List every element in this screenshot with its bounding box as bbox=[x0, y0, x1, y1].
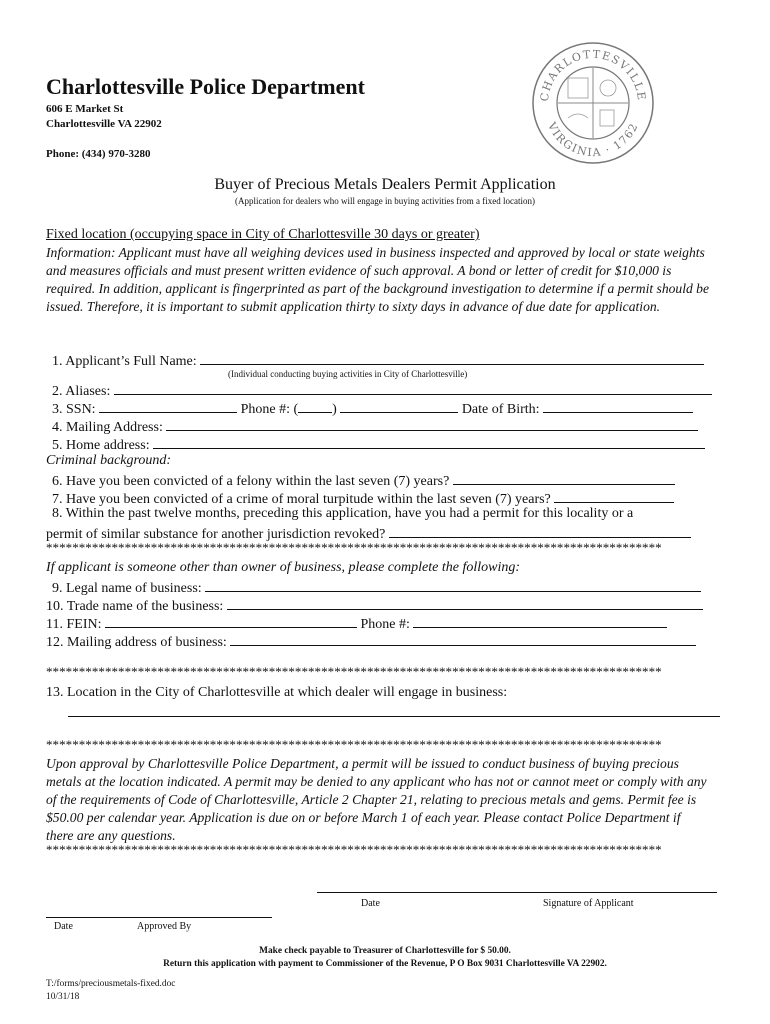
legal-name-label: 9. Legal name of business: bbox=[52, 581, 202, 596]
aliases-row bbox=[52, 380, 712, 400]
ssn-field[interactable] bbox=[99, 398, 237, 413]
applicant-signature-line[interactable] bbox=[317, 892, 717, 893]
legal-name-row bbox=[52, 577, 701, 597]
moral-turpitude-answer-field[interactable] bbox=[554, 488, 674, 503]
home-address-row bbox=[52, 434, 705, 454]
legal-name-field[interactable] bbox=[205, 577, 701, 592]
business-mailing-field[interactable] bbox=[230, 631, 696, 646]
business-phone-label: Phone #: bbox=[360, 617, 410, 632]
separator-2: ********************************************************************************************** bbox=[46, 664, 662, 679]
file-path: T:/forms/preciousmetals-fixed.doc bbox=[46, 979, 176, 989]
business-section-heading: If applicant is someone other than owner of business, please complete the following: bbox=[46, 560, 520, 575]
trade-name-field[interactable] bbox=[227, 595, 703, 610]
approval-signature-line[interactable] bbox=[46, 917, 272, 918]
phone-area-code-field[interactable] bbox=[298, 398, 332, 413]
city-seal-icon bbox=[530, 40, 656, 166]
permit-revoked-question-line1: 8. Within the past twelve months, preceding this application, have you had a permit for this locality or a bbox=[52, 506, 634, 521]
street-address: 606 E Market St bbox=[46, 103, 124, 115]
phone-number-field[interactable] bbox=[340, 398, 458, 413]
mailing-address-label: 4. Mailing Address: bbox=[52, 420, 163, 435]
separator-3: ********************************************************************************************** bbox=[46, 737, 662, 752]
separator-4: ********************************************************************************************** bbox=[46, 842, 662, 857]
revision-date: 10/31/18 bbox=[46, 992, 80, 1002]
felony-question: 6. Have you been convicted of a felony within the last seven (7) years? bbox=[52, 474, 450, 489]
approved-by-label: Approved By bbox=[137, 921, 192, 932]
mailing-address-row bbox=[52, 416, 698, 436]
fein-label: 11. FEIN: bbox=[46, 617, 102, 632]
seal-bottom-text: VIRGINIA · 1762 bbox=[545, 120, 641, 160]
ssn-label: 3. SSN: bbox=[52, 402, 96, 417]
phone-close-paren: ) bbox=[332, 402, 337, 417]
applicant-date-label: Date bbox=[361, 898, 380, 909]
applicant-signature-label: Signature of Applicant bbox=[543, 898, 634, 909]
felony-answer-field[interactable] bbox=[453, 470, 675, 485]
location-field[interactable] bbox=[68, 703, 720, 717]
payment-instructions: Make check payable to Treasurer of Charlottesville for $ 50.00. bbox=[259, 946, 511, 956]
phone-label: Phone #: ( bbox=[240, 402, 299, 417]
permit-revoked-answer-field[interactable] bbox=[389, 523, 691, 538]
permit-revoked-question-line2: permit of similar substance for another jurisdiction revoked? bbox=[46, 527, 386, 542]
fein-row bbox=[46, 613, 667, 633]
separator-1: ********************************************************************************************** bbox=[46, 540, 662, 555]
approval-date-label: Date bbox=[54, 921, 73, 932]
form-title: Buyer of Precious Metals Dealers Permit Application bbox=[214, 176, 556, 193]
department-name: Charlottesville Police Department bbox=[46, 74, 365, 99]
aliases-field[interactable] bbox=[114, 380, 712, 395]
form-subtitle: (Application for dealers who will engage in buying activities from a fixed location) bbox=[235, 196, 535, 206]
criminal-background-heading: Criminal background: bbox=[46, 453, 172, 468]
location-question: 13. Location in the City of Charlottesville at which dealer will engage in business: bbox=[46, 685, 508, 700]
phone-number: Phone: (434) 970-3280 bbox=[46, 148, 151, 160]
trade-name-label: 10. Trade name of the business: bbox=[46, 599, 224, 614]
moral-turpitude-row bbox=[52, 488, 674, 508]
approval-paragraph: Upon approval by Charlottesville Police Department, a permit will be issued to conduct business of buying precious metals at the location indicated. A permit may be denied to any applicant who has not or cannot meet or comply with any of the requirements of Code of Charlottesville, Article 2 Chapter 21, relating to precious metals and gems. Permit fee is $50.00 per calendar year. Application is due on or before March 1 of each year. Please contact Police Department if there are any questions. bbox=[46, 756, 707, 843]
home-address-label: 5. Home address: bbox=[52, 438, 150, 453]
mailing-address-field[interactable] bbox=[166, 416, 698, 431]
business-phone-field[interactable] bbox=[413, 613, 667, 628]
applicant-name-row bbox=[52, 350, 704, 370]
dob-label: Date of Birth: bbox=[461, 402, 540, 417]
business-mailing-label: 12. Mailing address of business: bbox=[46, 635, 227, 650]
fein-field[interactable] bbox=[105, 613, 357, 628]
aliases-label: 2. Aliases: bbox=[52, 384, 111, 399]
applicant-name-note: (Individual conducting buying activities in City of Charlottesville) bbox=[228, 369, 468, 379]
applicant-name-field[interactable] bbox=[200, 350, 704, 365]
dob-field[interactable] bbox=[543, 398, 693, 413]
fixed-location-heading: Fixed location (occupying space in City of Charlottesville 30 days or greater) bbox=[46, 227, 480, 242]
applicant-name-label: 1. Applicant’s Full Name: bbox=[52, 354, 197, 369]
business-mailing-row bbox=[46, 631, 696, 651]
felony-row bbox=[52, 470, 675, 490]
moral-turpitude-question: 7. Have you been convicted of a crime of moral turpitude within the last seven (7) years? bbox=[52, 492, 551, 507]
return-instructions: Return this application with payment to Commissioner of the Revenue, P O Box 9031 Charlottesville VA 22902. bbox=[163, 959, 607, 969]
ssn-row bbox=[52, 398, 693, 418]
information-paragraph: Information: Applicant must have all weighing devices used in business inspected and approved by local or state weights and measures officials and must present written evidence of such approval. A bond or letter of credit for $10,000 is required. In addition, applicant is fingerprinted as part of the background investigation to determine if a permit should be issued. Therefore, it is important to submit application thirty to sixty days in advance of due date for application. bbox=[46, 245, 710, 314]
city-address: Charlottesville VA 22902 bbox=[46, 118, 162, 130]
seal-top-text: CHARLOTTESVILLE bbox=[537, 47, 649, 103]
home-address-field[interactable] bbox=[153, 434, 705, 449]
trade-name-row bbox=[46, 595, 703, 615]
